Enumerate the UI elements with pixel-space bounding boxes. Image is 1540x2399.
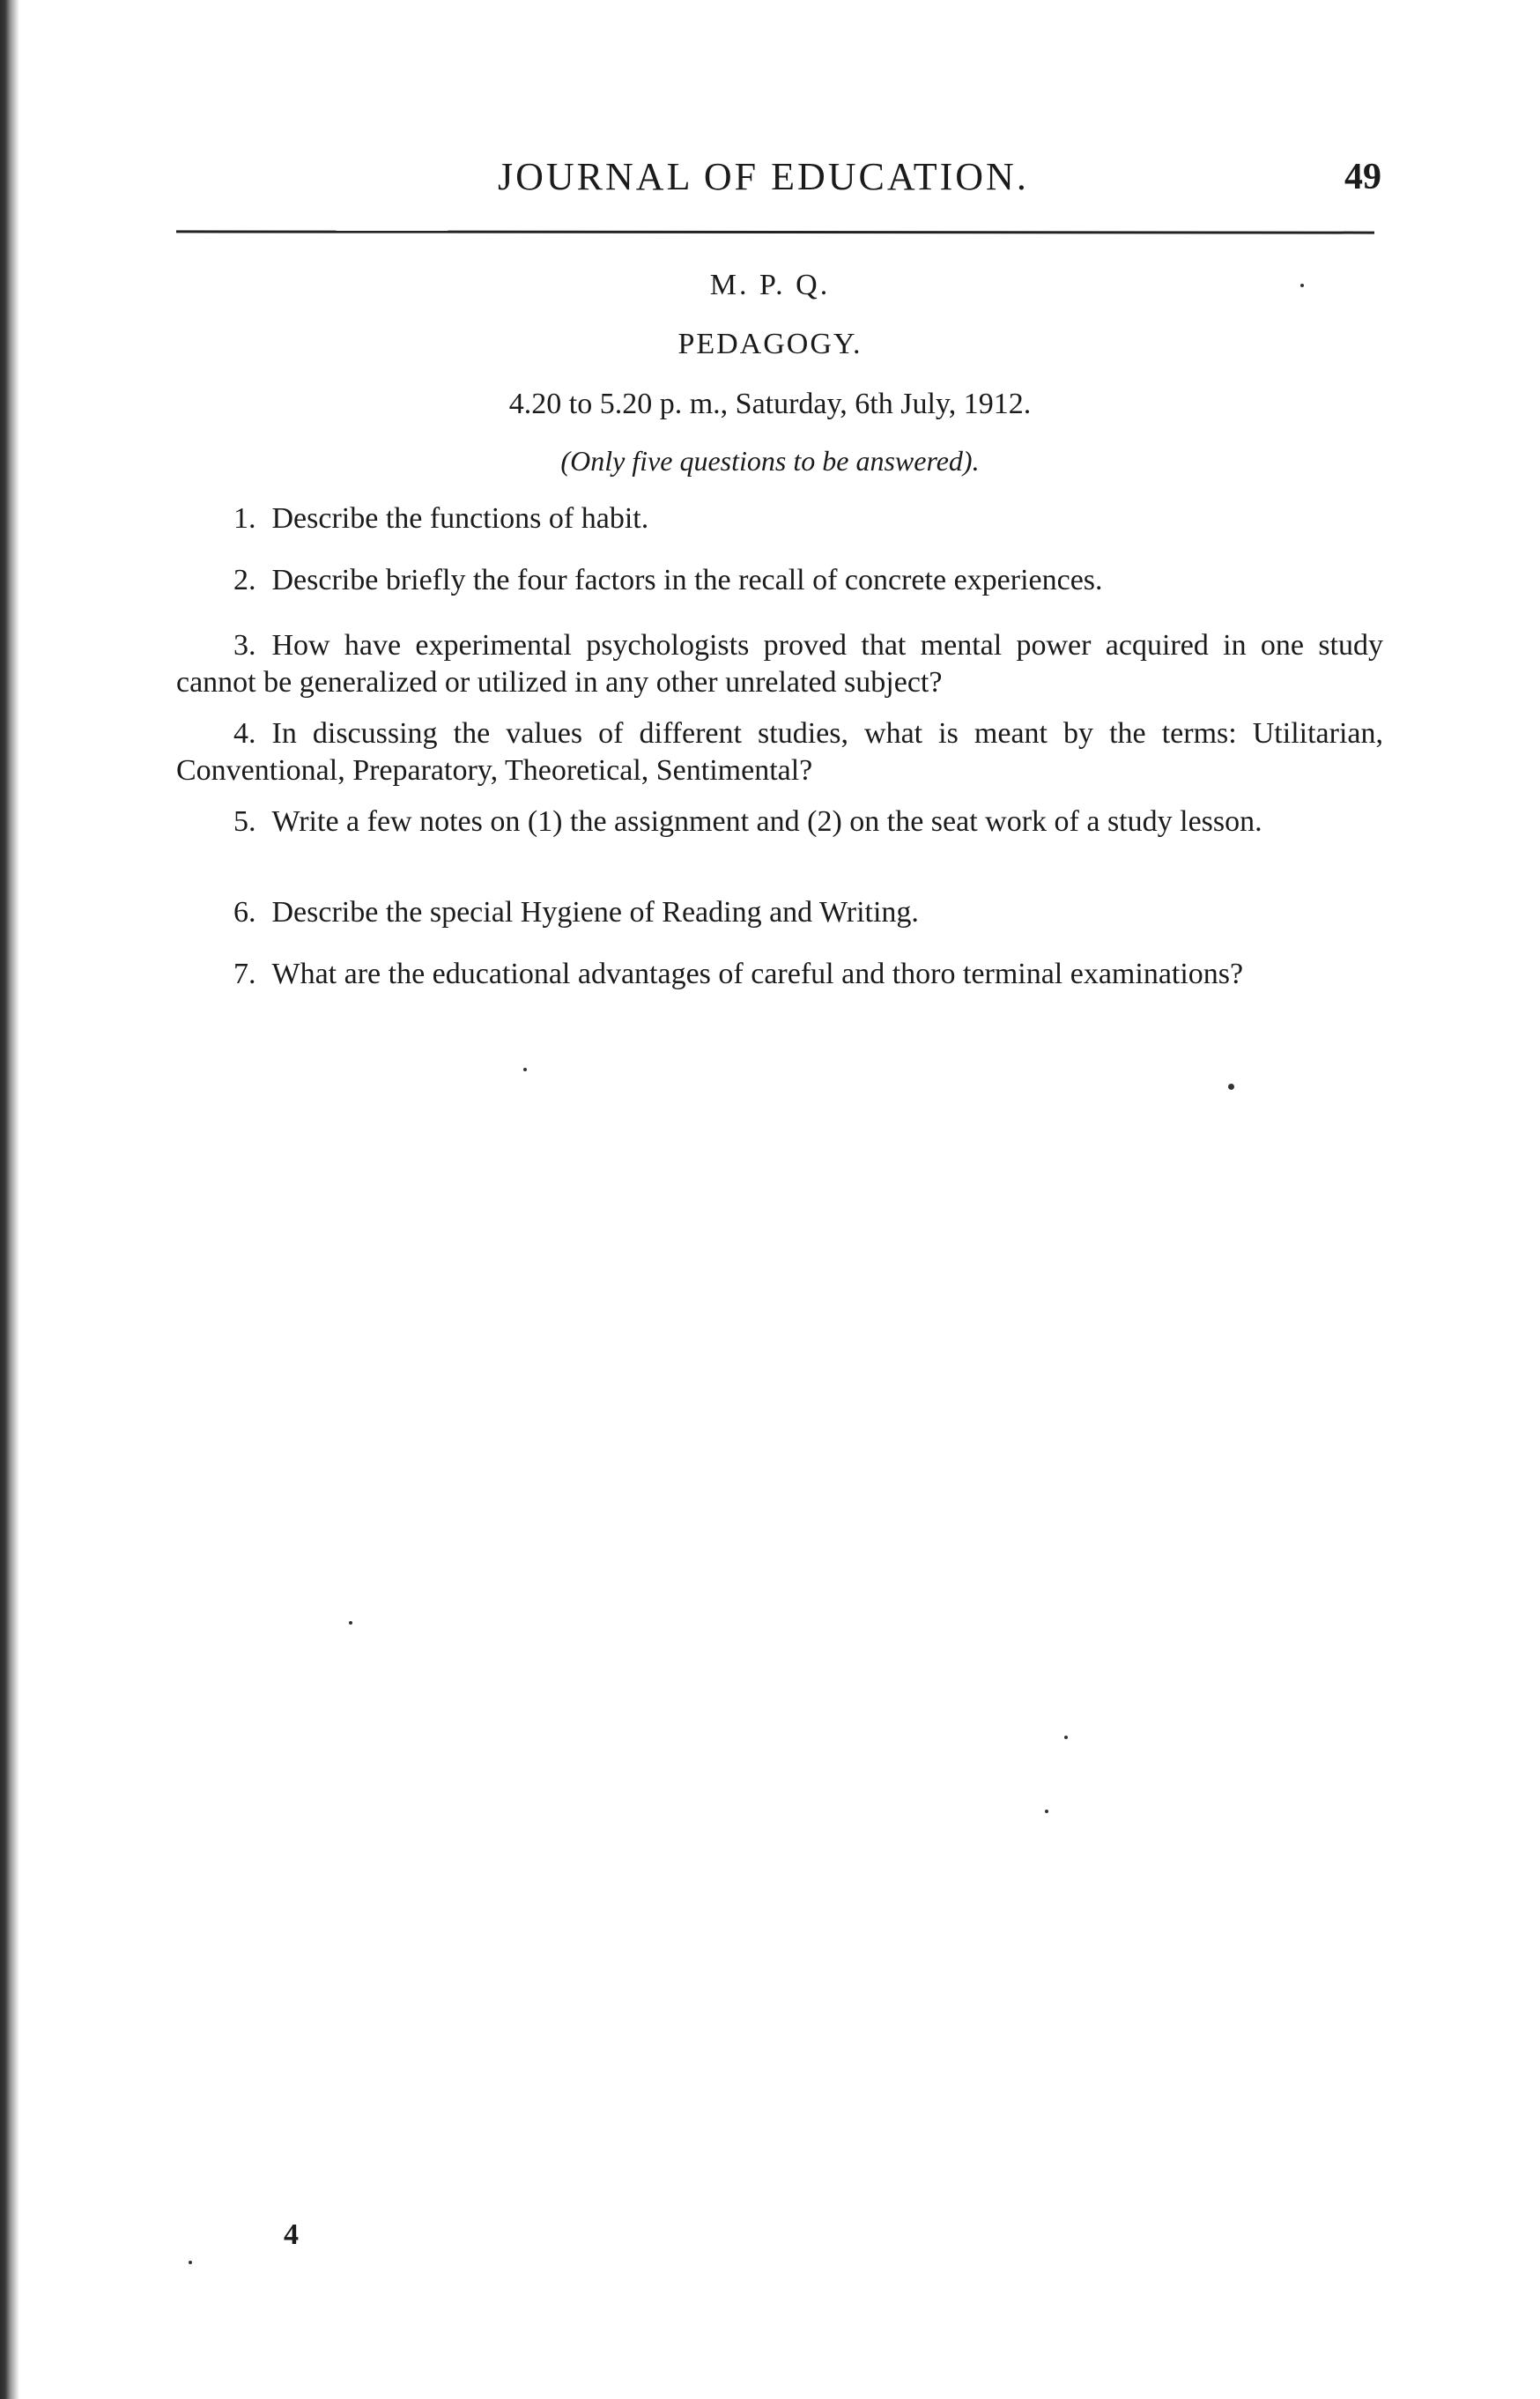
question-number: 6.: [233, 896, 256, 929]
question-1: [176, 500, 1383, 537]
question-number: 4.: [233, 717, 256, 750]
exam-schedule: 4.20 to 5.20 p. m., Saturday, 6th July, 1912.: [508, 388, 1032, 420]
header-rule: [176, 230, 1374, 233]
question-text: Describe the special Hygiene of Reading and Writing.: [271, 896, 919, 929]
question-3: [176, 627, 1383, 701]
question-2: [176, 562, 1383, 599]
print-speck: [1045, 1810, 1048, 1813]
question-4: [176, 715, 1383, 789]
question-text: Describe briefly the four factors in the recall of concrete experiences.: [271, 564, 1103, 596]
exam-instructions: (Only five questions to be answered).: [560, 445, 980, 477]
exam-subject: PEDAGOGY.: [677, 328, 863, 360]
exam-code: M. P. Q.: [709, 269, 831, 301]
question-number: 1.: [233, 502, 256, 535]
question-number: 5.: [233, 805, 256, 838]
question-7: [176, 956, 1383, 993]
question-text: Describe the functions of habit.: [271, 502, 649, 535]
journal-title: JOURNAL OF EDUCATION.: [498, 155, 1029, 198]
question-text: What are the educational advantages of careful and thoro terminal examinations?: [271, 958, 1244, 990]
print-speck: [189, 2261, 192, 2264]
question-6: [176, 894, 1383, 931]
page-number: 49: [1344, 157, 1381, 197]
signature-mark: 4: [284, 2218, 299, 2251]
print-speck: [523, 1068, 527, 1071]
print-speck: [1300, 284, 1304, 287]
question-5: [176, 803, 1383, 840]
question-text: Write a few notes on (1) the assignment and (2) on the seat work of a study lesson.: [271, 805, 1262, 838]
question-number: 7.: [233, 958, 256, 990]
running-head: [176, 154, 1392, 207]
print-speck: [349, 1621, 352, 1625]
question-text: In discussing the values of different studies, what is meant by the terms: Utilitarian, Conventional, Preparatory, Theoretical, Sentimental?: [176, 717, 1383, 787]
print-speck: [1064, 1736, 1068, 1739]
print-speck: [1228, 1084, 1234, 1090]
question-number: 3.: [233, 629, 256, 662]
question-number: 2.: [233, 564, 256, 596]
question-text: How have experimental psychologists proved that mental power acquired in one study cannot be generalized or utilized in any other unrelated subject?: [176, 629, 1383, 699]
